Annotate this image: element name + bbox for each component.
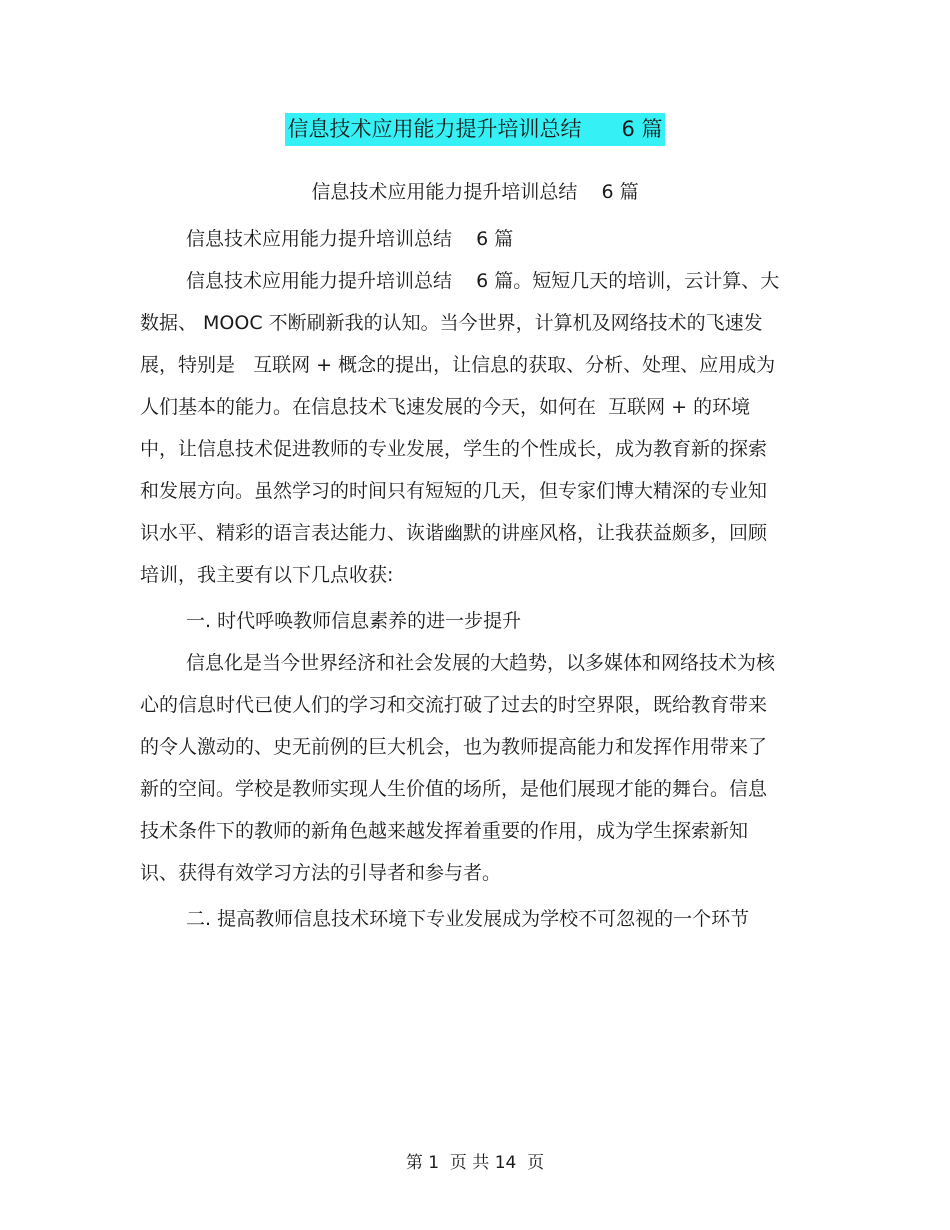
paragraph-1: 信息技术应用能力提升培训总结 6 篇。短短几天的培训，云计算、大数据、 MOOC 不断刷新我的认知。当今世界，计算机及网络技术的飞速发展，特别是 互联网 + 概念的提出，让信息的获取、分析、处理、应用成为人们基本的能力。在信息技术飞速发展的今天，如何在 互联网 + 的环境中，让信息技术促进教师的专业发展，学生的个性成长，成为教育新的探索和发展方向。虽然学习的时间只有短短的几天，但专家们博大精深的专业知识水平、精彩的语言表达能力、诙谐幽默的讲座风格，让我获益颇多，回顾培训，我主要有以下几点收获: bbox=[140, 270, 780, 586]
document-body bbox=[140, 218, 780, 940]
title-container bbox=[0, 113, 950, 146]
section-2-heading: 二. 提高教师信息技术环境下专业发展成为学校不可忽视的一个环节 bbox=[186, 908, 750, 930]
page-footer: 第 1 页 共 14 页 bbox=[405, 1153, 545, 1173]
document-title: 信息技术应用能力提升培训总结 6 篇 bbox=[285, 113, 664, 146]
document-subtitle: 信息技术应用能力提升培训总结 6 篇 bbox=[311, 181, 639, 203]
paragraph-2: 信息化是当今世界经济和社会发展的大趋势，以多媒体和网络技术为核心的信息时代已使人们的学习和交流打破了过去的时空界限，既给教育带来的令人激动的、史无前例的巨大机会，也为教师提高能力和发挥作用带来了新的空间。学校是教师实现人生价值的场所，是他们展现才能的舞台。信息技术条件下的教师的新角色越来越发挥着重要的作用，成为学生探索新知识、获得有效学习方法的引导者和参与者。 bbox=[140, 652, 776, 884]
section-1-heading: 一. 时代呼唤教师信息素养的进一步提升 bbox=[186, 610, 522, 632]
heading-line: 信息技术应用能力提升培训总结 6 篇 bbox=[186, 228, 514, 250]
